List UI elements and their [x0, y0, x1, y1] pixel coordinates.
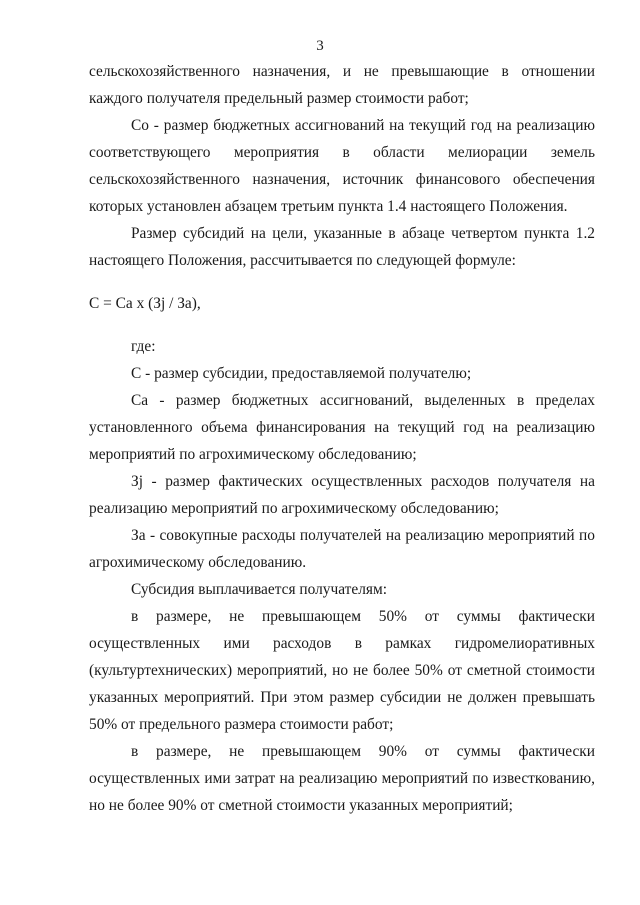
paragraph-ca-definition: Са - размер бюджетных ассигнований, выделенных в пределах установленного объема финансирования на текущий год на реализацию мероприятий по агрохимическому обследованию; — [89, 392, 595, 463]
paragraph-where: где: — [131, 338, 156, 355]
paragraph-payment-90: в размере, не превышающем 90% от суммы фактически осуществленных ими затрат на реализацию мероприятий по известкованию, но не более 90% от сметной стоимости указанных мероприятий; — [89, 743, 595, 814]
formula: С = Са х (Зj / За), — [89, 295, 201, 312]
paragraph-continuation: сельскохозяйственного назначения, и не превышающие в отношении каждого получателя предельный размер стоимости работ; — [89, 63, 595, 107]
paragraph-c-definition: С - размер субсидии, предоставляемой получателю; — [131, 365, 472, 382]
paragraph-payment-intro: Субсидия выплачивается получателям: — [131, 581, 387, 598]
paragraph-za-definition: За - совокупные расходы получателей на реализацию мероприятий по агрохимическому обследованию. — [89, 527, 595, 571]
paragraph-subsidy-size: Размер субсидий на цели, указанные в абзаце четвертом пункта 1.2 настоящего Положения, рассчитывается по следующей формуле: — [89, 225, 595, 269]
paragraph-zj-definition: Зj - размер фактических осуществленных расходов получателя на реализацию мероприятий по агрохимическому обследованию; — [89, 473, 595, 517]
page-number: 3 — [316, 38, 324, 54]
paragraph-co-definition: Со - размер бюджетных ассигнований на текущий год на реализацию соответствующего мероприятия в области мелиорации земель сельскохозяйственного назначения, источник финансового обеспечения которых установлен абзацем третьим пункта 1.4 настоящего Положения. — [89, 117, 595, 215]
document-body — [89, 58, 595, 819]
paragraph-payment-50: в размере, не превышающем 50% от суммы фактически осуществленных ими расходов в рамках гидромелиоративных (культуртехнических) мероприятий, но не более 50% от сметной стоимости указанных мероприятий. При этом размер субсидии не должен превышать 50% от предельного размера стоимости работ; — [89, 608, 595, 733]
